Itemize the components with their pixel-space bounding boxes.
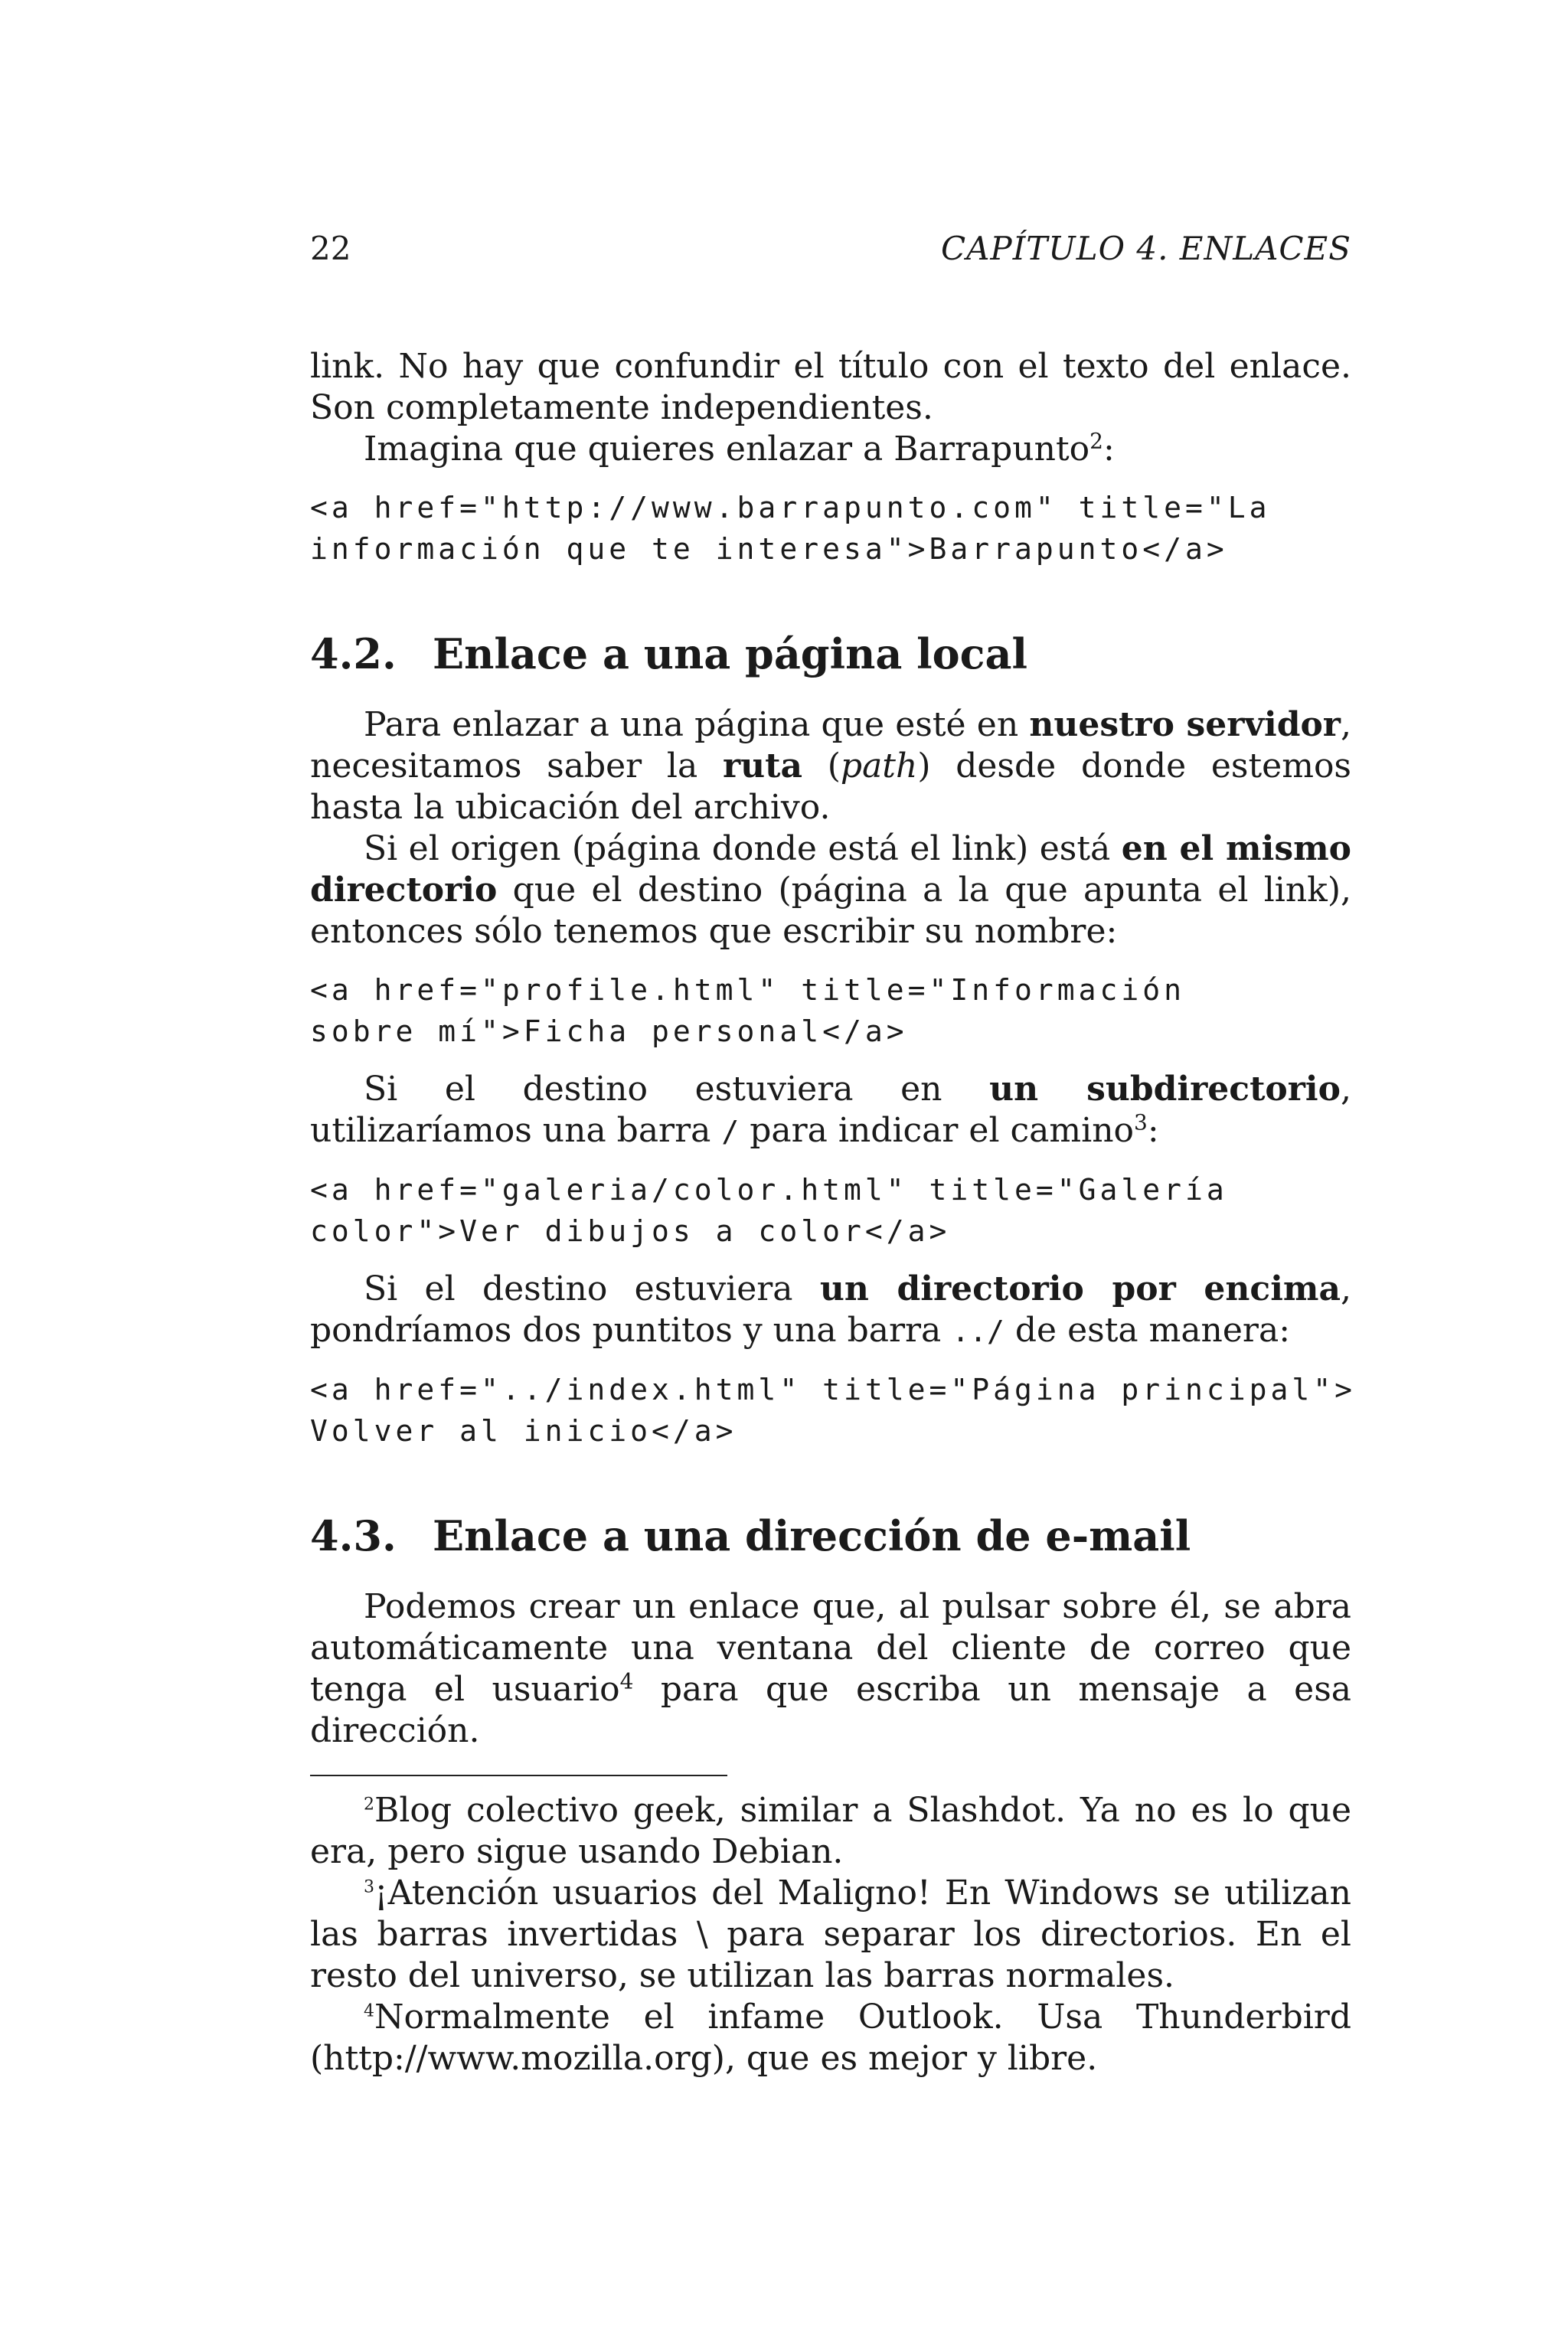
footnote: $^2$Blog colectivo geek, similar a Slashdot. Ya no es lo que era, pero sigue usando Debian. — [310, 1791, 1351, 1871]
section-4-2-paragraph-3: Si el destino estuviera en un subdirectorio, utilizaríamos una barra / para indicar el camino$^3$: — [310, 1070, 1351, 1150]
code-block-galeria: <a href="galeria/color.html" title="Galería color">Ver dibujos a color</a> — [310, 1173, 1228, 1248]
chapter-title: CAPÍTULO 4. ENLACES — [940, 230, 1351, 267]
document-page — [310, 0, 1357, 2352]
section-4-2-paragraph-2: Si el origen (página donde está el link) está en el mismo directorio que el destino (página a la que apunta el link), entonces sólo tenemos que escribir su nombre: — [310, 829, 1351, 951]
footnote: $^3$¡Atención usuarios del Maligno! En Windows se utilizan las barras invertidas \ para separar los directorios. En el resto del universo, se utilizan las barras normales. — [310, 1873, 1351, 1995]
footnote-ref-4: 4 — [619, 1668, 634, 1694]
footnote-divider — [310, 1775, 727, 1776]
footnotes — [310, 1790, 1351, 2079]
section-heading-4-2: 4.2. Enlace a una página local — [310, 629, 1028, 678]
footnote-ref-3: 3 — [1134, 1109, 1148, 1135]
section-4-3-paragraph-1: Podemos crear un enlace que, al pulsar sobre él, se abra automáticamente una ventana del cliente de correo que tenga el usuario$^4$ para que escriba un mensaje a esa dirección. — [310, 1587, 1352, 1750]
section-4-2-paragraph-1: Para enlazar a una página que esté en nuestro servidor, necesitamos saber la ruta (path) desde donde estemos hasta la ubicación del archivo. — [310, 705, 1352, 827]
page-content — [310, 346, 1357, 2079]
section-4-2-paragraph-4: Si el destino estuviera un directorio por encima, pondríamos dos puntitos y una barra ../ de esta manera: — [310, 1269, 1351, 1350]
section-heading-4-3: 4.3. Enlace a una dirección de e-mail — [310, 1511, 1191, 1560]
running-header — [310, 230, 1351, 276]
footnote: $^4$Normalmente el infame Outlook. Usa Thunderbird (http://www.mozilla.org), que es mejor y libre. — [310, 1998, 1351, 2078]
intro-paragraph: link. No hay que confundir el título con el texto del enlace. Son completamente independientes. — [310, 347, 1351, 427]
footnote-ref-2: 2 — [1089, 428, 1103, 454]
code-block-index: <a href="../index.html" title="Página principal"> Volver al inicio</a> — [310, 1373, 1357, 1448]
intro-paragraph-2: Imagina que quieres enlazar a Barrapunto$^2$: — [364, 428, 1115, 469]
code-block-profile: <a href="profile.html" title="Información sobre mí">Ficha personal</a> — [310, 973, 1185, 1048]
code-block-barrapunto: <a href="http://www.barrapunto.com" title="La información que te interesa">Barrapunto</a> — [310, 491, 1271, 566]
page-number: 22 — [310, 230, 351, 267]
